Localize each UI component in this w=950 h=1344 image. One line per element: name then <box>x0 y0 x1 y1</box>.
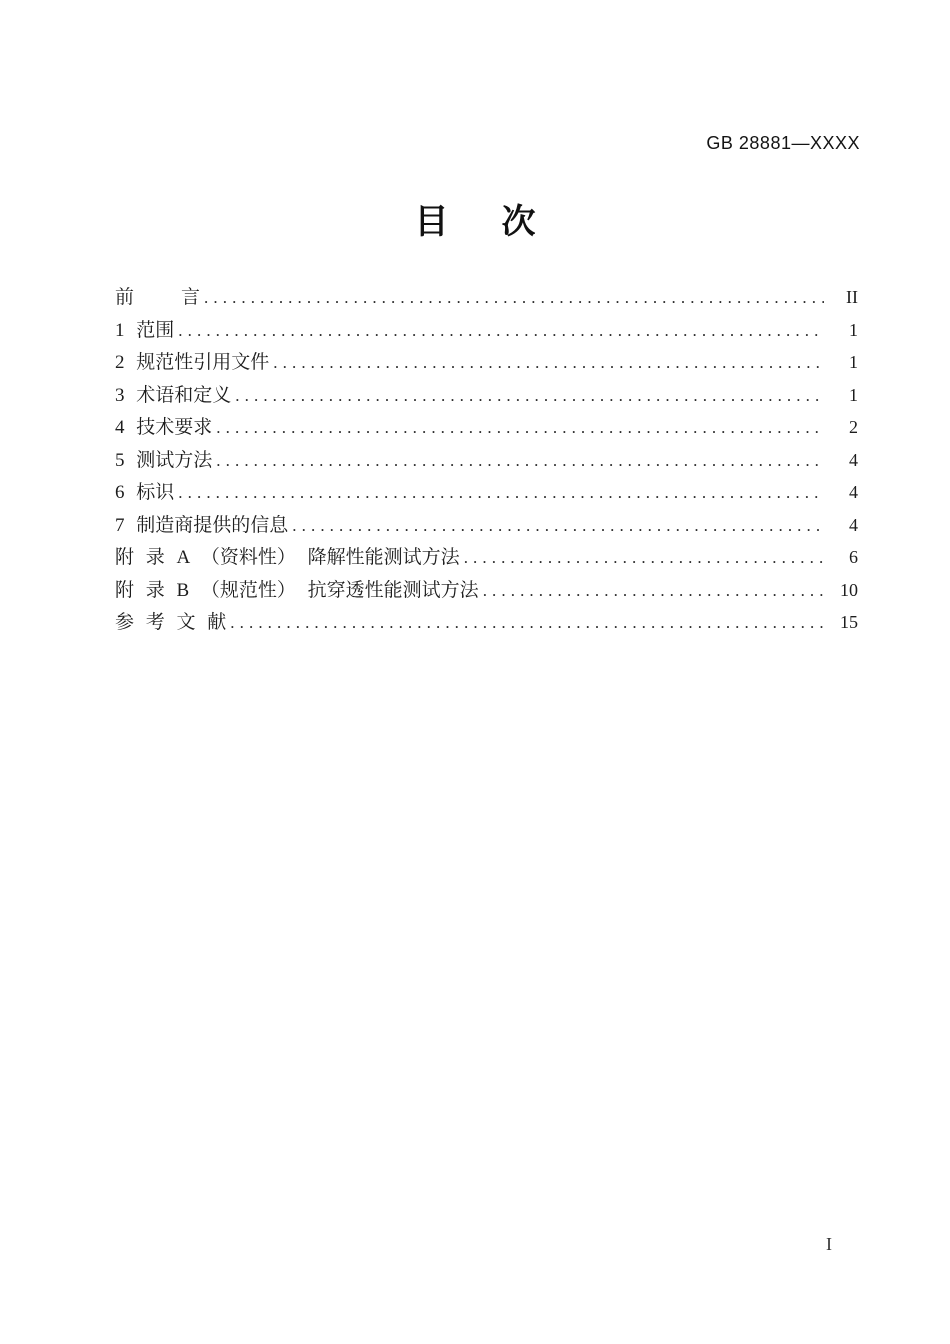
toc-entry <box>115 575 858 608</box>
toc-entry-page: 4 <box>849 482 858 502</box>
toc-entry <box>115 380 858 413</box>
doc-number: GB 28881—XXXX <box>706 133 860 153</box>
toc-leader-dots <box>273 352 824 374</box>
toc-leader-dots <box>216 417 824 439</box>
page-title: 目 次 <box>414 203 536 241</box>
toc-entry <box>115 347 858 380</box>
toc-entry-label: 参 考 文 献 <box>115 612 227 633</box>
toc-entry-page: 4 <box>849 449 858 470</box>
toc-entry-label: 6 标识 <box>115 482 175 503</box>
toc-entry-page: 15 <box>840 612 858 632</box>
table-of-contents <box>115 282 858 640</box>
toc-entry-page: 1 <box>849 352 858 372</box>
toc-entry-page: 10 <box>840 579 858 600</box>
toc-entry-page: 1 <box>849 319 858 340</box>
toc-leader-dots <box>178 320 824 342</box>
toc-entry <box>115 477 858 510</box>
toc-entry-page: II <box>846 287 858 307</box>
toc-leader-dots <box>204 287 824 309</box>
page-footer <box>826 1234 832 1255</box>
toc-entry-label: 前 言 <box>115 287 201 308</box>
toc-entry-label: 7 制造商提供的信息 <box>115 514 289 536</box>
toc-leader-dots <box>292 515 824 537</box>
toc-entry-label: 5 测试方法 <box>115 449 213 471</box>
toc-entry-label: 1 范围 <box>115 319 175 341</box>
toc-entry-page: 6 <box>849 547 858 567</box>
page-header <box>684 112 860 175</box>
toc-entry-label: 4 技术要求 <box>115 417 213 438</box>
toc-entry-label: 附 录 B （规范性） 抗穿透性能测试方法 <box>115 579 479 601</box>
footer-page-number: I <box>826 1234 832 1254</box>
toc-entry-page: 4 <box>849 514 858 535</box>
toc-entry-page: 2 <box>849 417 858 437</box>
toc-entry <box>115 315 858 348</box>
toc-leader-dots <box>216 450 824 472</box>
toc-leader-dots <box>464 547 824 569</box>
toc-leader-dots <box>235 385 824 407</box>
toc-entry-page: 1 <box>849 384 858 405</box>
toc-entry <box>115 282 858 315</box>
toc-entry <box>115 412 858 445</box>
toc-entry-label: 3 术语和定义 <box>115 384 232 406</box>
toc-leader-dots <box>230 612 824 634</box>
toc-leader-dots <box>483 580 824 602</box>
toc-entry <box>115 542 858 575</box>
toc-entry <box>115 607 858 640</box>
toc-leader-dots <box>178 482 824 504</box>
toc-entry-label: 附 录 A （资料性） 降解性能测试方法 <box>115 547 460 568</box>
toc-entry <box>115 510 858 543</box>
toc-entry <box>115 445 858 478</box>
toc-entry-label: 2 规范性引用文件 <box>115 352 270 373</box>
